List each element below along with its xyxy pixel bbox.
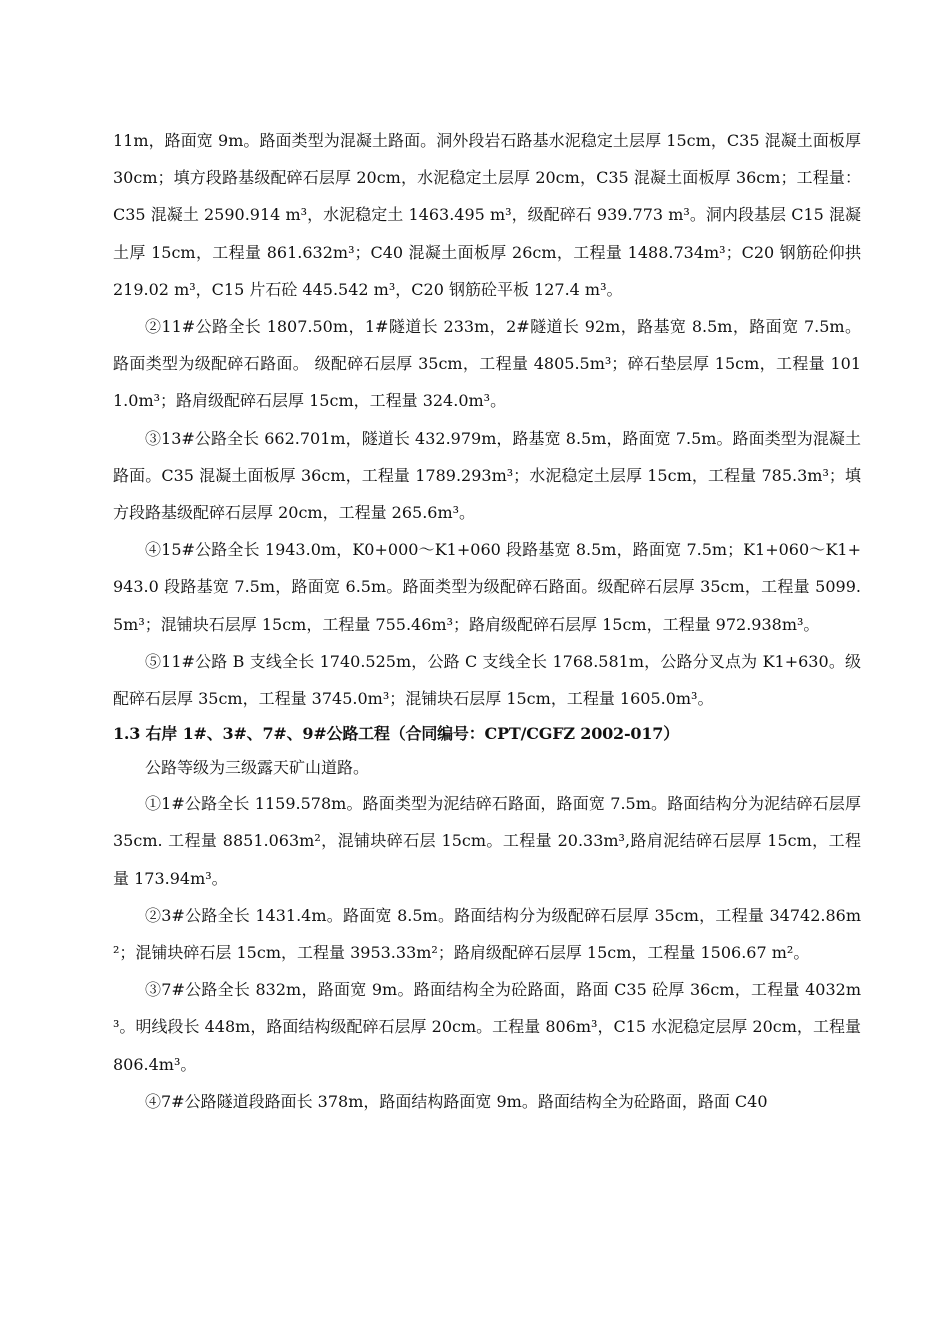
paragraph-road-1: ①1#公路全长 1159.578m。路面类型为泥结碎石路面，路面宽 7.5m。路面结构分为泥结碎石层厚 35cm. 工程量 8851.063m²，混铺块碎石层 15cm。工程量 20.33m³,路肩泥结碎石层厚 15cm，工程量 173.94m³。	[113, 794, 861, 888]
document-body	[113, 122, 861, 1120]
section-heading: 1.3 右岸 1#、3#、7#、9#公路工程（合同编号：CPT/CGFZ 2002-017）	[113, 724, 680, 744]
paragraph-road-13: ③13#公路全长 662.701m，隧道长 432.979m，路基宽 8.5m，路面宽 7.5m。路面类型为混凝土路面。C35 混凝土面板厚 36cm，工程量 1789.293m³；水泥稳定土层厚 15cm，工程量 785.3m³；填方段路基级配碎石层厚 20cm，工程量 265.6m³。	[113, 428, 861, 523]
paragraph-road-15: ④15#公路全长 1943.0m，K0+000～K1+060 段路基宽 8.5m，路面宽 7.5m；K1+060～K1+943.0 段路基宽 7.5m，路面宽 6.5m。路面类型为级配碎石路面。级配碎石层厚 35cm，工程量 5099.5m³；混铺块石层厚 15cm，工程量 755.46m³；路肩级配碎石层厚 15cm，工程量 972.938m³。	[113, 540, 861, 634]
paragraph-road-11: ②11#公路全长 1807.50m，1#隧道长 233m，2#隧道长 92m，路基宽 8.5m，路面宽 7.5m。路面类型为级配碎石路面。 级配碎石层厚 35cm，工程量 4805.5m³；碎石垫层厚 15cm，工程量 1011.0m³；路肩级配碎石层厚 15cm，工程量 324.0m³。	[113, 317, 861, 411]
paragraph-road-7-tunnel: ④7#公路隧道段路面长 378m，路面结构路面宽 9m。路面结构全为砼路面，路面 C40	[145, 1091, 768, 1111]
section-intro: 公路等级为三级露天矿山道路。	[145, 758, 370, 778]
paragraph-road-3: ②3#公路全长 1431.4m。路面宽 8.5m。路面结构分为级配碎石层厚 35cm，工程量 34742.86m²；混铺块碎石层 15cm，工程量 3953.33m²；路肩级配碎石层厚 15cm，工程量 1506.67 m²。	[113, 905, 861, 963]
paragraph-road-continuation: 11m，路面宽 9m。路面类型为混凝土路面。洞外段岩石路基水泥稳定土层厚 15cm，C35 混凝土面板厚 30cm；填方段路基级配碎石层厚 20cm，水泥稳定土层厚 20cm，C35 混凝土面板厚 36cm；工程量：C35 混凝土 2590.914 m³，水泥稳定土 1463.495 m³，级配碎石 939.773 m³。洞内段基层 C15 混凝土厚 15cm，工程量 861.632m³；C40 混凝土面板厚 26cm，工程量 1488.734m³；C20 钢筋砼仰拱 219.02 m³，C15 片石砼 445.542 m³，C20 钢筋砼平板 127.4 m³。	[113, 131, 861, 299]
paragraph-road-7: ③7#公路全长 832m，路面宽 9m。路面结构全为砼路面，路面 C35 砼厚 36cm，工程量 4032m³。明线段长 448m，路面结构级配碎石层厚 20cm。工程量 806m³，C15 水泥稳定层厚 20cm，工程量 806.4m³。	[113, 980, 861, 1074]
paragraph-road-11-branches: ⑤11#公路 B 支线全长 1740.525m，公路 C 支线全长 1768.581m，公路分叉点为 K1+630。级配碎石层厚 35cm，工程量 3745.0m³；混铺块石层厚 15cm，工程量 1605.0m³。	[113, 651, 861, 709]
